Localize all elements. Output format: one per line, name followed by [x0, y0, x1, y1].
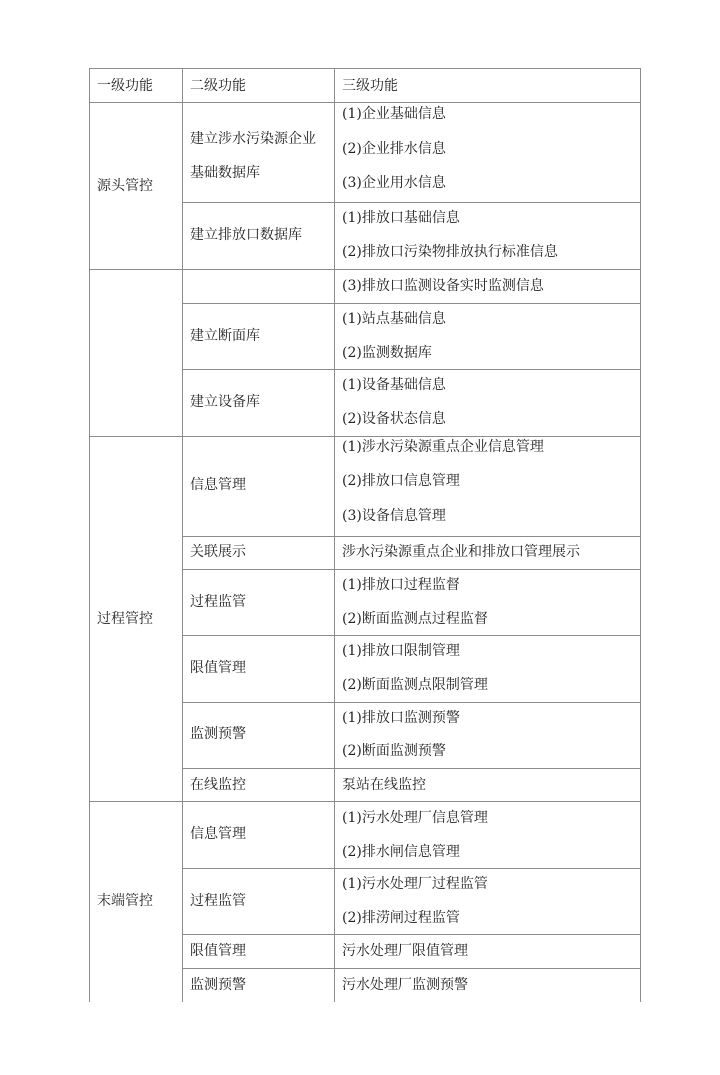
level3-item: 污水处理厂监测预警: [342, 977, 468, 993]
level2-monitoring-warning: 监测预警: [190, 977, 246, 993]
level3-item: (2)排水闸信息管理: [342, 844, 460, 860]
level3-item: (2)排放口污染物排放执行标准信息: [342, 244, 558, 260]
level3-item: 污水处理厂限值管理: [342, 943, 468, 959]
level3-item: (2)断面监测预警: [342, 743, 446, 759]
level3-item: (2)排放口信息管理: [342, 473, 460, 489]
level2-section-database: 建立断面库: [190, 328, 260, 344]
level3-item: (2)排涝闸过程监管: [342, 910, 460, 926]
level3-item: (1)涉水污染源重点企业信息管理: [342, 439, 544, 455]
level3-item: 涉水污染源重点企业和排放口管理展示: [342, 544, 580, 560]
level2-device-database: 建立设备库: [190, 394, 260, 410]
level3-item: (1)排放口基础信息: [342, 210, 460, 226]
level3-item: (3)企业用水信息: [342, 175, 446, 191]
level2-online-monitoring: 在线监控: [190, 777, 246, 793]
level2-linked-display: 关联展示: [190, 544, 246, 560]
level1-end-control: 末端管控: [97, 893, 153, 909]
level3-item: (2)监测数据库: [342, 345, 432, 361]
level3-item: (1)污水处理厂信息管理: [342, 810, 488, 826]
level3-item: (1)排放口监测预警: [342, 710, 460, 726]
level3-item: (1)站点基础信息: [342, 311, 446, 327]
header-level2: 二级功能: [190, 78, 246, 94]
header-level3: 三级功能: [342, 78, 398, 94]
level1-process-control: 过程管控: [97, 611, 153, 627]
level3-item: (2)断面监测点限制管理: [342, 677, 488, 693]
level2-info-management: 信息管理: [190, 826, 246, 842]
level3-item: (3)排放口监测设备实时监测信息: [342, 278, 544, 294]
header-level1: 一级功能: [97, 78, 153, 94]
level2-process-supervision: 过程监管: [190, 893, 246, 909]
level2-limit-management: 限值管理: [190, 943, 246, 959]
level2-outfall-database: 建立排放口数据库: [190, 227, 302, 243]
level1-source-control: 源头管控: [97, 178, 153, 194]
level3-item: (2)设备状态信息: [342, 411, 446, 427]
level3-item: (1)设备基础信息: [342, 377, 446, 393]
level3-item: (1)排放口限制管理: [342, 643, 460, 659]
level3-item: (3)设备信息管理: [342, 508, 446, 524]
level2-process-supervision: 过程监管: [190, 594, 246, 610]
level2-limit-management: 限值管理: [190, 660, 246, 676]
level2-monitoring-warning: 监测预警: [190, 726, 246, 742]
level2-enterprise-database: 建立涉水污染源企业基础数据库: [190, 131, 316, 181]
level3-item: 泵站在线监控: [342, 777, 426, 793]
level3-item: (2)企业排水信息: [342, 141, 446, 157]
level3-item: (1)污水处理厂过程监管: [342, 876, 488, 892]
level3-item: (1)排放口过程监督: [342, 577, 460, 593]
level3-item: (2)断面监测点过程监督: [342, 611, 488, 627]
level3-item: (1)企业基础信息: [342, 106, 446, 122]
level2-info-management: 信息管理: [190, 477, 246, 493]
